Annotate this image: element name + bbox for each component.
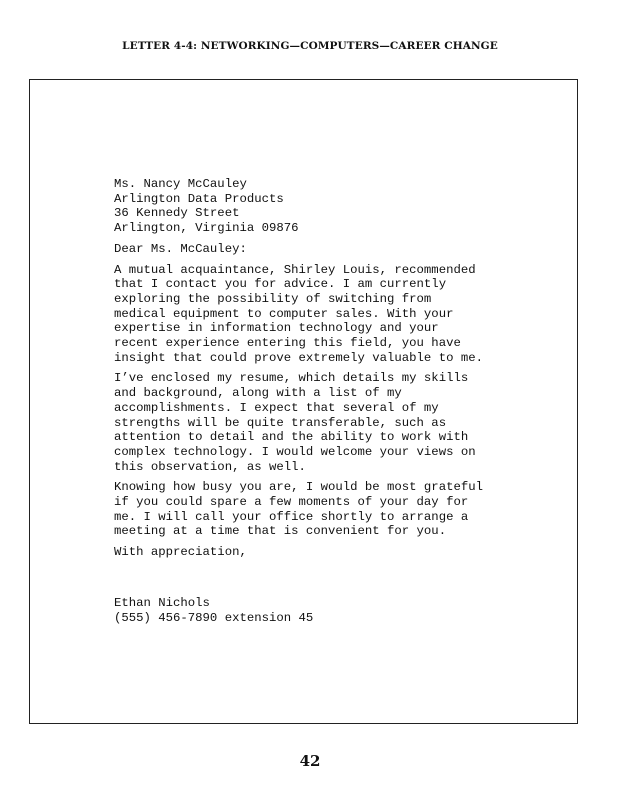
paragraph-line: me. I will call your office shortly to arrange a	[114, 509, 469, 524]
recipient-address	[114, 177, 514, 236]
paragraph-line: accomplishments. I expect that several of my	[114, 400, 439, 415]
page-number: 42	[299, 752, 321, 770]
paragraph-line: medical equipment to computer sales. With your	[114, 306, 454, 321]
paragraph-line: meeting at a time that is convenient for you.	[114, 524, 447, 539]
paragraph-line: Knowing how busy you are, I would be most grateful	[114, 480, 483, 495]
address-line: Ms. Nancy McCauley	[114, 177, 247, 191]
paragraph-line: insight that could prove extremely valuable to me.	[114, 350, 483, 365]
paragraph-2	[114, 371, 514, 474]
paragraph-line: and background, along with a list of my	[114, 386, 402, 401]
address-line: Arlington Data Products	[114, 191, 284, 206]
address-line: 36 Kennedy Street	[114, 206, 240, 221]
paragraph-line: exploring the possibility of switching from	[114, 291, 432, 306]
letter-body	[114, 177, 514, 625]
paragraph-1	[114, 263, 514, 366]
paragraph-line: I’ve enclosed my resume, which details my skills	[114, 371, 469, 386]
paragraph-line: complex technology. I would welcome your views on	[114, 444, 476, 459]
salutation: Dear Ms. McCauley:	[114, 241, 247, 256]
paragraph-line: that I contact you for advice. I am currently	[114, 277, 447, 292]
paragraph-line: expertise in information technology and your	[114, 321, 439, 336]
signature-name: Ethan Nichols	[114, 595, 210, 610]
paragraph-line: this observation, as well.	[114, 459, 306, 474]
paragraph-line: attention to detail and the ability to work with	[114, 430, 469, 445]
signature-phone: (555) 456-7890 extension 45	[114, 610, 314, 625]
page-heading: LETTER 4-4: NETWORKING—COMPUTERS—CAREER CHANGE	[122, 40, 498, 52]
paragraph-line: if you could spare a few moments of your day for	[114, 495, 469, 510]
address-line: Arlington, Virginia 09876	[114, 221, 299, 236]
paragraph-line: recent experience entering this field, you have	[114, 336, 461, 351]
paragraph-3	[114, 480, 514, 539]
closing: With appreciation,	[114, 545, 247, 560]
paragraph-line: strengths will be quite transferable, such as	[114, 415, 447, 430]
signature-block	[114, 596, 514, 625]
paragraph-line: A mutual acquaintance, Shirley Louis, recommended	[114, 262, 476, 277]
